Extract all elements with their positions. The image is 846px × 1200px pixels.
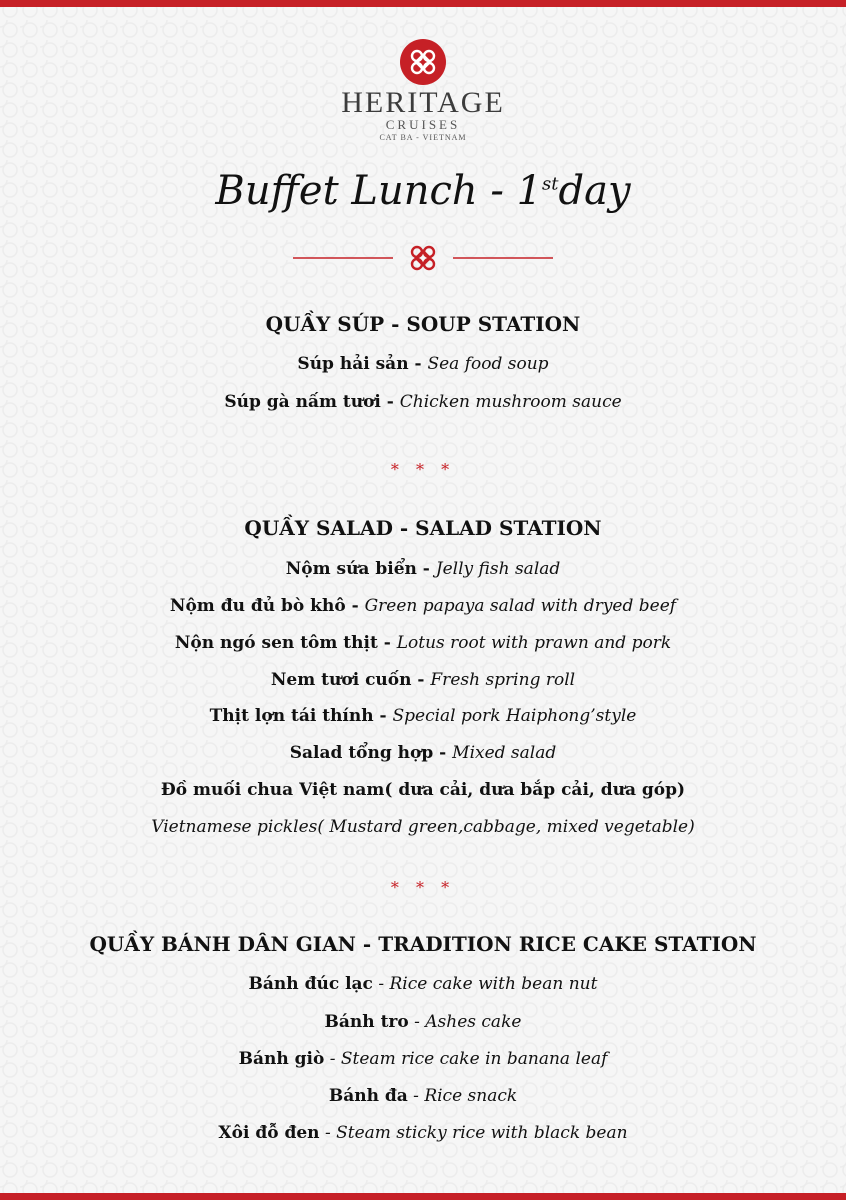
menu-item: Thịt lợn tái thính - Special pork Haiphong’style <box>209 706 637 726</box>
heritage-logo <box>0 38 846 144</box>
section-title-salad: QUẦY SALAD - SALAD STATION <box>244 516 602 540</box>
menu-item: Bánh đúc lạc - Rice cake with bean nut <box>248 974 598 994</box>
menu-item: Bánh giò - Steam rice cake in banana leaf <box>238 1049 608 1069</box>
brand-location: CAT BA - VIETNAM <box>379 133 467 142</box>
knot-logo-icon <box>399 38 447 86</box>
menu-item: Đồ muối chua Việt nam( dưa cải, dưa bắp cải, dưa góp) <box>160 780 686 800</box>
menu-item: Bánh tro - Ashes cake <box>324 1012 522 1032</box>
menu-item: Nem tươi cuốn - Fresh spring roll <box>270 670 576 690</box>
section-title-rice-cake: QUẦY BÁNH DÂN GIAN - TRADITION RICE CAKE STATION <box>89 932 757 956</box>
title-main: Buffet Lunch - 1 <box>215 168 543 214</box>
brand-name: HERITAGE <box>341 86 505 119</box>
menu-item: Vietnamese pickles( Mustard green,cabbage, mixed vegetable) <box>151 817 695 837</box>
title-tail: day <box>558 168 631 214</box>
page-title <box>0 168 846 214</box>
section-title-soup: QUẦY SÚP - SOUP STATION <box>265 312 581 336</box>
title-sup: st <box>542 173 559 195</box>
menu-item: Bánh đa - Rice snack <box>328 1086 518 1106</box>
menu-item: Xôi đỗ đen - Steam sticky rice with black bean <box>218 1123 628 1143</box>
ornament-divider-icon <box>293 240 553 276</box>
top-border <box>0 0 846 7</box>
stars-divider: * * * <box>390 460 456 479</box>
menu-item: Súp hải sản - Sea food soup <box>297 354 549 374</box>
menu-item: Súp gà nấm tươi - Chicken mushroom sauce <box>224 392 622 412</box>
menu-item: Nộm đu đủ bò khô - Green papaya salad with dryed beef <box>169 596 677 616</box>
stars-divider: * * * <box>390 878 456 897</box>
menu-item: Salad tổng hợp - Mixed salad <box>289 743 557 763</box>
menu-item: Nộm sứa biển - Jelly fish salad <box>285 559 561 579</box>
menu-item: Nộn ngó sen tôm thịt - Lotus root with prawn and pork <box>174 633 672 653</box>
brand-sub: CRUISES <box>385 117 461 132</box>
bottom-border <box>0 1193 846 1200</box>
